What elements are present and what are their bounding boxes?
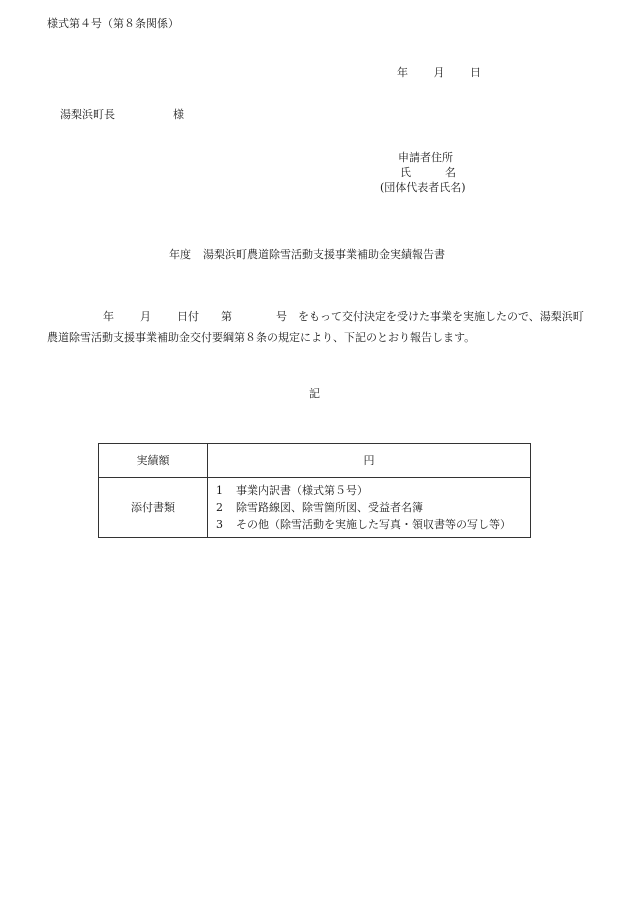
attachment-number: 3: [216, 518, 223, 531]
body-year: 年: [103, 310, 114, 323]
addressee: [60, 108, 184, 121]
date-line: [397, 66, 481, 79]
attachment-text: 事業内訳書（様式第５号）: [236, 484, 368, 497]
applicant-name-label-1: 氏: [400, 166, 411, 179]
form-number: 様式第４号（第８条関係）: [47, 17, 179, 30]
attachment-text: 除雪路線図、除雪箇所図、受益者名簿: [236, 501, 423, 514]
result-table: [98, 443, 531, 538]
date-month-label: 月: [433, 66, 445, 79]
attachment-list: [208, 478, 531, 538]
attachment-label: 添付書類: [99, 478, 208, 538]
result-amount-label: 実績額: [99, 444, 208, 478]
attachment-text: その他（除雪活動を実施した写真・領収書等の写し等）: [236, 518, 511, 531]
body-date-suffix: 日付: [177, 310, 199, 323]
report-title-text: 湯梨浜町農道除雪活動支援事業補助金実績報告書: [203, 248, 445, 261]
attachment-item: [216, 499, 530, 516]
report-fiscal-year: 年度: [169, 248, 191, 261]
attachment-item: [216, 482, 530, 499]
result-amount-cell: 円: [208, 444, 531, 478]
attachment-number: 2: [216, 501, 223, 514]
ki-heading: 記: [309, 387, 320, 400]
attachment-number: 1: [216, 484, 223, 497]
applicant-block: [380, 151, 466, 196]
applicant-representative-note: (団体代表者氏名): [380, 181, 466, 194]
table-row: [99, 444, 531, 478]
addressee-name: 湯梨浜町長: [60, 108, 115, 121]
table-row: [99, 478, 531, 538]
applicant-name-row: [380, 166, 466, 181]
report-title: [169, 248, 445, 261]
applicant-name-label-2: 名: [445, 166, 456, 179]
body-text: をもって交付決定を受けた事業を実施したので、湯梨浜町農道除雪活動支援事業補助金交付要綱第８条の規定により、下記のとおり報告します。: [47, 310, 584, 344]
body-dai: 第: [221, 310, 232, 323]
date-year-label: 年: [397, 66, 408, 79]
body-go: 号: [276, 310, 287, 323]
addressee-honorific: 様: [173, 108, 184, 121]
date-day-label: 日: [470, 66, 481, 79]
attachment-item: [216, 516, 530, 533]
applicant-address-label: 申請者住所: [398, 151, 453, 164]
body-month: 月: [140, 310, 151, 323]
body-paragraph: [47, 306, 587, 348]
